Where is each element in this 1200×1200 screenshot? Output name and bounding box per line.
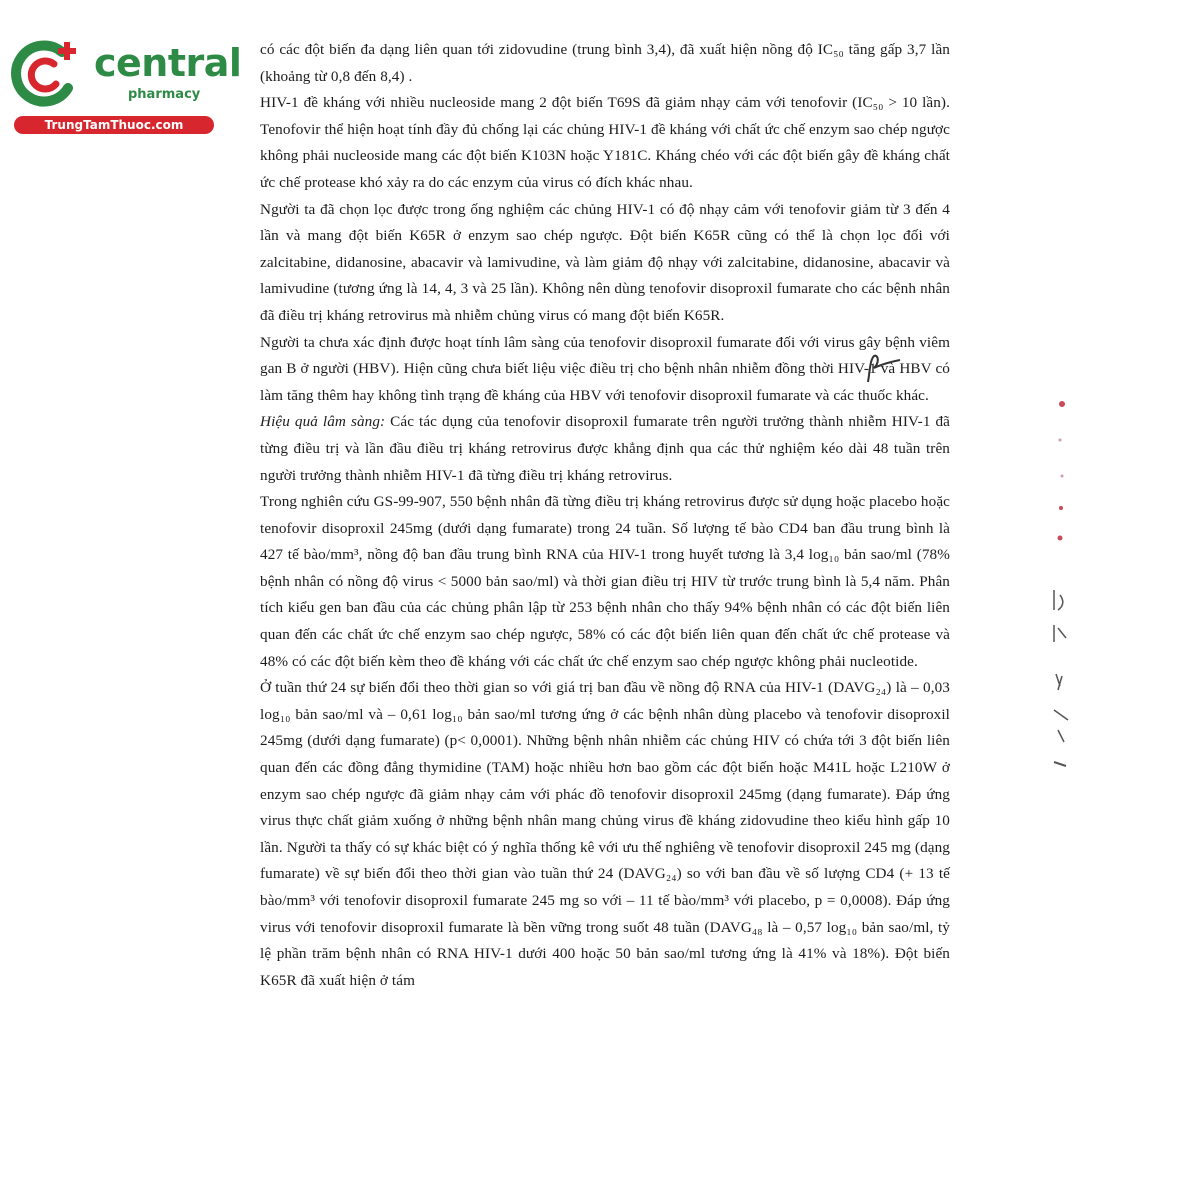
paragraph-efficacy xyxy=(260,409,950,489)
efficacy-text: Các tác dụng của tenofovir disoproxil fumarate trên người trưởng thành nhiễm HIV-1 đã từng điều trị và lần đầu điều trị kháng retrovirus được khẳng định qua các thử nghiệm kéo dài 48 tuần trên người trưởng thành nhiễm HIV-1 đã từng điều trị kháng retrovirus. xyxy=(260,413,950,484)
brand-name: central xyxy=(94,41,242,85)
paragraph-t69s: HIV-1 đề kháng với nhiều nucleoside mang 2 đột biến T69S đã giảm nhạy cảm với tenofovir (IC₅₀ > 10 lần). Tenofovir thể hiện hoạt tính đầy đủ chống lại các chủng HIV-1 đề kháng với chất ức chế enzym sao chép ngược không phải nucleoside mang các đột biến K103N hoặc Y181C. Kháng chéo với các đột biến gây đề kháng chất ức chế protease khó xảy ra do các enzym của virus có đích khác nhau. xyxy=(260,94,950,191)
brand-website: TrungTamThuoc.com xyxy=(14,116,214,134)
paragraph-zidovudine: có các đột biến đa dạng liên quan tới zidovudine (trung bình 3,4), đã xuất hiện nồng độ IC₅₀ tăng gấp 3,7 lần (khoảng từ 0,8 đến 8,4) . xyxy=(260,41,950,85)
margin-stamp-marks-icon xyxy=(1040,390,1080,790)
brand-subtitle: pharmacy xyxy=(128,87,201,102)
paragraph-k65r: Người ta đã chọn lọc được trong ống nghiệm các chủng HIV-1 có độ nhạy cảm với tenofovir giảm từ 3 đến 4 lần và mang đột biến K65R ở enzym sao chép ngược. Đột biến K65R cũng có thể là chọn lọc đối với zalcitabine, didanosine, abacavir và lamivudine, và làm giảm độ nhạy với zalcitabine, didanosine, abacavir và lamivudine (tương ứng là 14, 4, 3 và 25 lần). Không nên dùng tenofovir disoproxil fumarate cho các bệnh nhân đã điều trị kháng retrovirus mà nhiễm chủng virus có mang đột biến K65R. xyxy=(260,200,950,324)
pharmacy-logo-mark-icon xyxy=(10,38,84,112)
document-body xyxy=(260,37,950,994)
efficacy-heading: Hiệu quả lâm sàng: xyxy=(260,413,386,431)
handwritten-initials-icon xyxy=(860,352,910,388)
paragraph-week24: Ở tuần thứ 24 sự biến đổi theo thời gian so với giá trị ban đầu về nồng độ RNA của HIV-1 (DAVG₂₄) là – 0,03 log₁₀ bản sao/ml và – 0,61 log₁₀ bản sao/ml tương ứng ở các bệnh nhân dùng placebo và tenofovir disoproxil 245mg (dưới dạng fumarate) (p< 0,0001). Những bệnh nhân nhiễm các chủng HIV có chứa tới 3 đột biến liên quan đến các đồng đẳng thymidine (TAM) hoặc nhiều hơn bao gồm các đột biến hoặc M41L hoặc L210W ở enzym sao chép ngược đã giảm nhạy cảm với phác đồ tenofovir disoproxil 245mg (dạng fumarate). Đáp ứng virus thực chất giảm xuống ở những bệnh nhân mang chủng virus đề kháng zidovudine theo kiểu hình gấp 10 lần. Người ta thấy có sự khác biệt có ý nghĩa thống kê với ưu thế nghiêng về tenofovir disoproxil 245 mg (dạng fumarate) về sự biến đổi theo thời gian vào tuần thứ 24 (DAVG₂₄) so với ban đầu về số lượng CD4 (+ 13 tế bào/mm³ với tenofovir disoproxil fumarate 245 mg so với – 11 tế bào/mm³ với placebo, p = 0,0008). Đáp ứng virus với tenofovir disoproxil fumarate là bền vững trong suốt 48 tuần (DAVG₄₈ là – 0,57 log₁₀ bản sao/ml, tỷ lệ phần trăm bệnh nhân có RNA HIV-1 dưới 400 hoặc 50 bản sao/ml tương ứng là 41% và 18%). Đột biến K65R đã xuất hiện ở tám xyxy=(260,679,950,989)
paragraph-hbv: Người ta chưa xác định được hoạt tính lâm sàng của tenofovir disoproxil fumarate đối với virus gây bệnh viêm gan B ở người (HBV). Hiện cũng chưa biết liệu việc điều trị cho bệnh nhân nhiễm đồng thời HIV-1 và HBV có làm tăng thêm hay không tình trạng đề kháng của HBV với tenofovir disoproxil fumarate và các thuốc khác. xyxy=(260,333,950,404)
pharmacy-logo xyxy=(10,38,242,138)
paragraph-study: Trong nghiên cứu GS-99-907, 550 bệnh nhân đã từng điều trị kháng retrovirus được sử dụng hoặc placebo hoặc tenofovir disoproxil 245mg (dưới dạng fumarate) trong 24 tuần. Số lượng tế bào CD4 ban đầu trung bình là 427 tế bào/mm³, nồng độ ban đầu trung bình RNA của HIV-1 trong huyết tương là 3,4 log₁₀ bản sao/ml (78% bệnh nhân có nồng độ virus < 5000 bản sao/ml) và thời gian điều trị HIV từ trước trung bình là 5,4 năm. Phân tích kiểu gen ban đầu của các chủng phân lập từ 253 bệnh nhân cho thấy 94% bệnh nhân có các đột biến liên quan đến các chất ức chế enzym sao chép ngược, 58% có các đột biến liên quan đến chất ức chế protease và 48% có các đột biến kèm theo đề kháng với các chất ức chế enzym sao chép ngược không phải nucleotide. xyxy=(260,493,951,670)
